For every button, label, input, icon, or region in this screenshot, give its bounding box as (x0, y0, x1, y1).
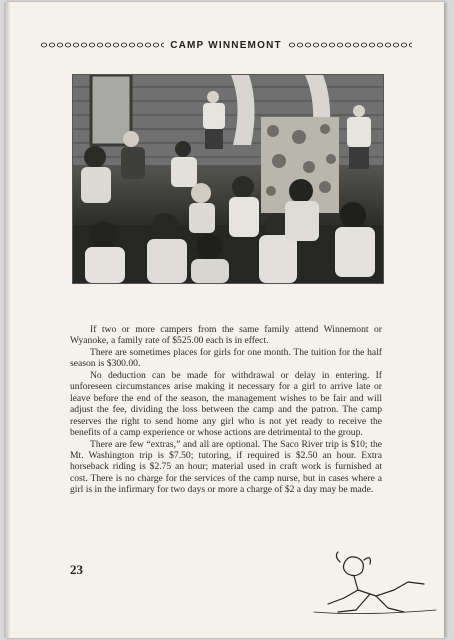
header-title: CAMP WINNEMONT (170, 39, 282, 51)
book-page (4, 2, 444, 638)
campers-photo (72, 74, 384, 284)
scroll-ornament-left-icon (40, 41, 164, 49)
running-header (40, 38, 412, 52)
page-binding-shadow (4, 2, 10, 638)
scroll-ornament-right-icon (288, 41, 412, 49)
running-girl-sketch-icon (304, 550, 444, 622)
paragraph-family-rate: If two or more campers from the same family attend Winnemont or Wyanoke, a family rate of $525.00 each is in effect. (70, 324, 382, 347)
paragraph-withdrawal: No deduction can be made for withdrawal or delay in entering. If unforeseen circumstances arise making it necessary for a girl to arrive late or leave before the end of the season, the management wishes to be fair and will adjust the fee, dividing the loss between the camp and the patron. The camp reserves the right to send home any girl who is not yet ready to receive the benefits of a camp experience or whose actions are detrimental to the group. (70, 369, 382, 439)
paragraph-extras: There are few “extras,” and all are optional. The Saco River trip is $10; the Mt. Washington trip is $7.50; tutoring, if required is $2.50 an hour. Extra horseback riding is $2.75 an hour; material used in craft work is furnished at cost. There is no charge for the services of the camp nurse, but in cases where a girl is in the infirmary for two days or more a charge of $2 a day may be made. (70, 438, 382, 496)
paragraph-half-season: There are sometimes places for girls for one month. The tuition for the half season is $300.00. (70, 346, 382, 370)
page-number: 23 (70, 562, 83, 577)
tuition-text (70, 324, 382, 496)
